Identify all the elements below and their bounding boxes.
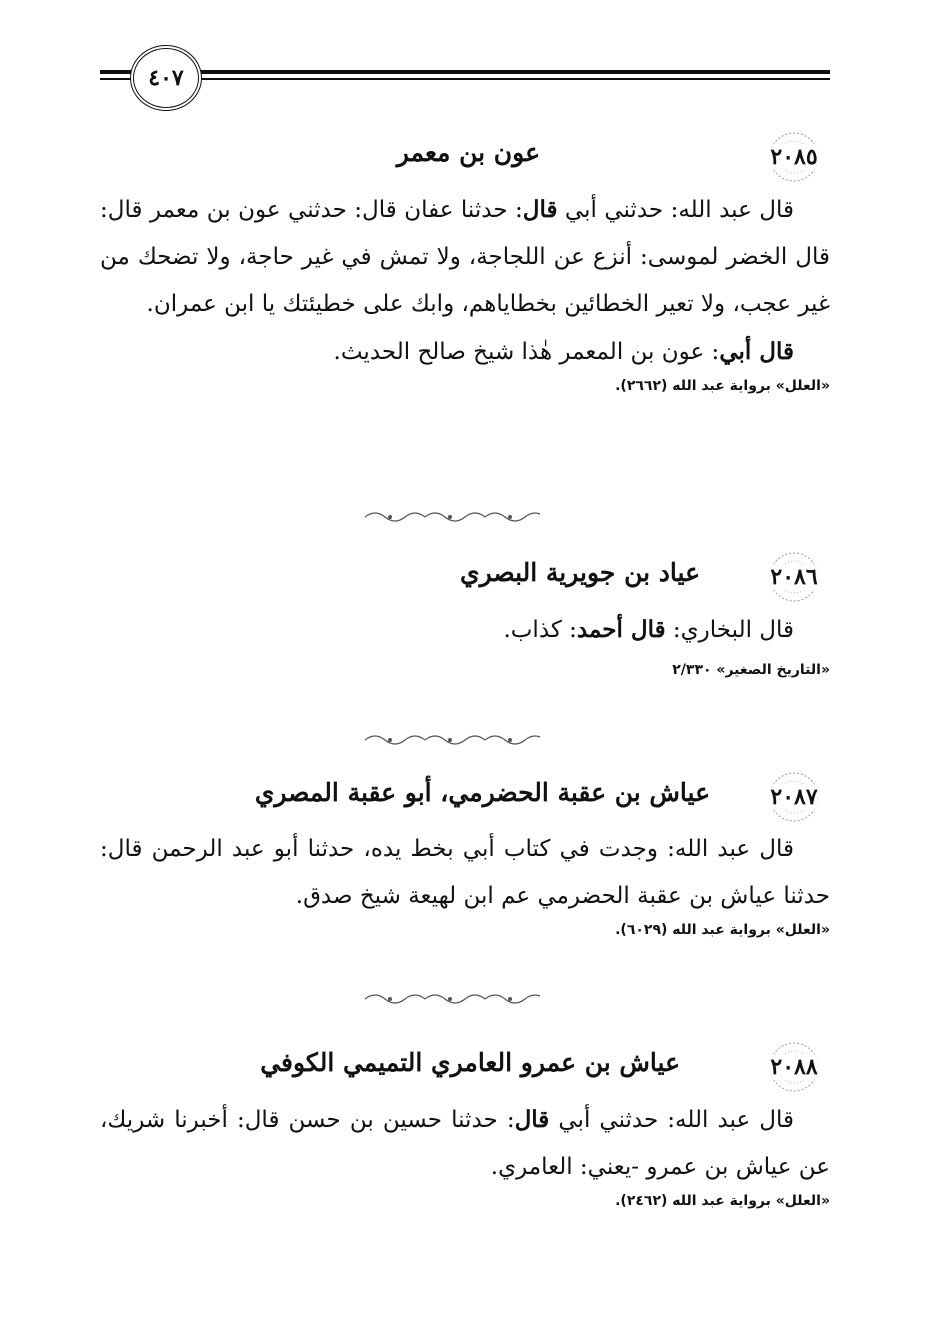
entry-title: عياش بن عقبة الحضرمي، أبو عقبة المصري	[254, 778, 710, 807]
source-citation: «العلل» برواية عبد الله (٢٤٦٢).	[615, 1193, 830, 1209]
page-header	[100, 45, 830, 115]
entry-2086	[100, 550, 830, 678]
entry-title: عياش بن عمرو العامري التميمي الكوفي	[260, 1048, 680, 1077]
source-citation: «العلل» برواية عبد الله (٦٠٢٩).	[615, 922, 830, 938]
entry-number: ٢٠٨٦	[767, 564, 820, 590]
bold-text: قال	[522, 196, 558, 223]
entry-2088	[100, 1040, 830, 1209]
text-span: : حدثنا عفان قال: حدثني عون بن معمر قال: قال الخضر لموسى: أنزع عن اللجاجة، ولا تمش في غير حاجة، ولا تضحك من غير عجب، ولا تعير الخطائين بخطاياهم، وابك على خطيئتك يا ابن عمران.	[100, 197, 830, 317]
entry-header	[100, 770, 830, 826]
bold-text: قال أبي	[719, 338, 794, 365]
entry-number-badge	[758, 130, 830, 184]
text-span: : عون بن المعمر هٰذا شيخ صالح الحديث.	[333, 339, 720, 365]
ornament-separator	[360, 992, 540, 1006]
entry-number: ٢٠٨٨	[767, 1054, 820, 1080]
text-span: قال عبد الله: وجدت في كتاب أبي بخط يده، حدثنا أبو عبد الرحمن قال: حدثنا عياش بن عقبة الحضرمي عم ابن لهيعة شيخ صدق.	[100, 836, 830, 909]
entry-header	[100, 130, 830, 186]
text-span: قال عبد الله: حدثني أبي	[557, 197, 794, 223]
text-span: : حدثنا حسين بن حسن قال: أخبرنا شريك، عن عياش بن عمرو -يعني: العامري.	[100, 1107, 830, 1180]
text-span: قال عبد الله: حدثني أبي	[549, 1107, 795, 1133]
entry-paragraph	[100, 1096, 830, 1191]
page-number: ٤٠٧	[130, 45, 202, 111]
entry-paragraph	[100, 186, 830, 328]
entry-header	[100, 550, 830, 606]
entry-title: عون بن معمر	[396, 138, 540, 167]
entry-number: ٢٠٨٥	[767, 144, 820, 170]
entry-number-badge	[758, 1040, 830, 1094]
header-rule	[190, 70, 830, 74]
source-citation: «العلل» برواية عبد الله (٢٦٦٢).	[615, 378, 830, 394]
entry-header	[100, 1040, 830, 1096]
header-rule	[190, 78, 830, 80]
entry-2085	[100, 130, 830, 394]
entry-number: ٢٠٨٧	[767, 784, 820, 810]
entry-title: عياد بن جويرية البصري	[460, 558, 700, 587]
source-citation: «التاريخ الصغير» ٢/٣٣٠	[672, 662, 830, 678]
bold-text: قال	[514, 1106, 550, 1133]
entry-number-badge	[758, 770, 830, 824]
text-span: : كذاب.	[503, 617, 577, 643]
entry-paragraph	[100, 606, 830, 654]
ornament-separator	[360, 733, 540, 747]
entry-paragraph	[100, 826, 830, 920]
entry-number-badge	[758, 550, 830, 604]
ornament-separator	[360, 510, 540, 524]
entry-paragraph	[100, 328, 830, 376]
text-span: قال البخاري:	[665, 617, 794, 643]
entry-2087	[100, 770, 830, 938]
bold-text: قال أحمد	[576, 616, 666, 643]
